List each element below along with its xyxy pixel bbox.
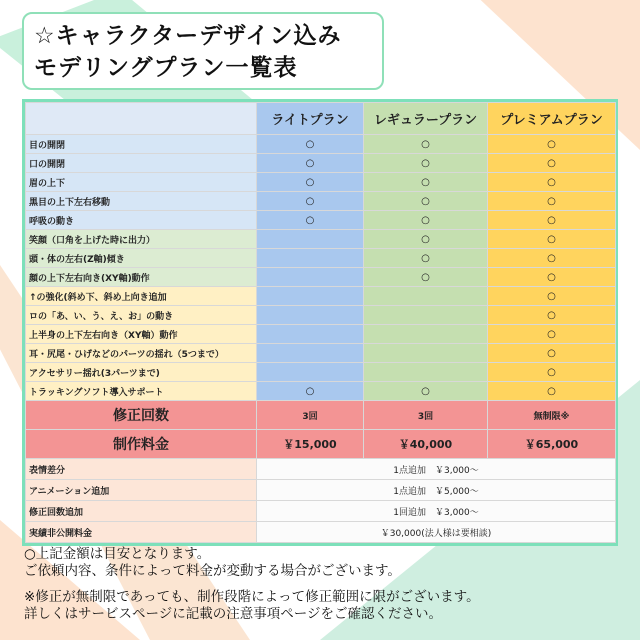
- feature-label: 顔の上下左右向き(XY軸)動作: [26, 268, 257, 287]
- option-label: 実績非公開料金: [26, 522, 257, 543]
- feature-label: 口の開閉: [26, 154, 257, 173]
- regular-mark: ○: [364, 211, 488, 230]
- table-row: [26, 363, 616, 382]
- table-row: [26, 154, 616, 173]
- feature-label: 笑顔（口角を上げた時に出力）: [26, 230, 257, 249]
- premium-mark: ○: [488, 287, 616, 306]
- option-label: 修正回数追加: [26, 501, 257, 522]
- revisions-row: [26, 401, 616, 430]
- option-value: ￥30,000(法人様は要相談): [257, 522, 616, 543]
- option-value: 1回追加 ￥3,000～: [257, 501, 616, 522]
- option-row: [26, 501, 616, 522]
- note-1: ○上記金額は目安となります。: [24, 546, 211, 562]
- lite-mark: ○: [257, 211, 364, 230]
- lite-mark: [257, 230, 364, 249]
- feature-label: 眉の上下: [26, 173, 257, 192]
- feature-label: ↑の強化(斜め下、斜め上向き追加: [26, 287, 257, 306]
- table-row: [26, 211, 616, 230]
- premium-mark: ○: [488, 306, 616, 325]
- revisions-lite: 3回: [257, 401, 364, 430]
- regular-mark: ○: [364, 135, 488, 154]
- regular-mark: ○: [364, 382, 488, 401]
- revisions-regular: 3回: [364, 401, 488, 430]
- regular-mark: [364, 363, 488, 382]
- feature-label: 黒目の上下左右移動: [26, 192, 257, 211]
- lite-mark: [257, 287, 364, 306]
- regular-mark: ○: [364, 268, 488, 287]
- feature-label: 頭・体の左右(Z軸)傾き: [26, 249, 257, 268]
- feature-label: 耳・尻尾・ひげなどのパーツの揺れ（5つまで）: [26, 344, 257, 363]
- header-premium-plan: プレミアムプラン: [488, 103, 616, 135]
- table-row: [26, 135, 616, 154]
- option-value: 1点追加 ￥3,000～: [257, 459, 616, 480]
- lite-mark: ○: [257, 382, 364, 401]
- regular-mark: ○: [364, 173, 488, 192]
- option-value: 1点追加 ￥5,000～: [257, 480, 616, 501]
- table-row: [26, 382, 616, 401]
- premium-mark: ○: [488, 211, 616, 230]
- table-row: [26, 249, 616, 268]
- table-row: [26, 268, 616, 287]
- feature-label: 呼吸の動き: [26, 211, 257, 230]
- header-corner: [26, 103, 257, 135]
- premium-mark: ○: [488, 382, 616, 401]
- note-2: ご依頼内容、条件によって料金が変動する場合がございます。: [24, 563, 401, 579]
- feature-label: トラッキングソフト導入サポート: [26, 382, 257, 401]
- table-row: [26, 287, 616, 306]
- table-row: [26, 306, 616, 325]
- premium-mark: ○: [488, 268, 616, 287]
- lite-mark: [257, 344, 364, 363]
- table-row: [26, 173, 616, 192]
- revisions-label: 修正回数: [26, 401, 257, 430]
- option-row: [26, 522, 616, 543]
- price-row: [26, 430, 616, 459]
- table-row: [26, 325, 616, 344]
- regular-mark: ○: [364, 154, 488, 173]
- plan-table: [22, 99, 618, 546]
- price-label: 制作料金: [26, 430, 257, 459]
- lite-mark: ○: [257, 135, 364, 154]
- premium-mark: ○: [488, 173, 616, 192]
- option-row: [26, 459, 616, 480]
- header-lite-plan: ライトプラン: [257, 103, 364, 135]
- price-regular: ￥40,000: [364, 430, 488, 459]
- feature-label: 目の開閉: [26, 135, 257, 154]
- feature-label: ロの「あ、い、う、え、お」の動き: [26, 306, 257, 325]
- revisions-premium: 無制限※: [488, 401, 616, 430]
- premium-mark: ○: [488, 325, 616, 344]
- regular-mark: [364, 344, 488, 363]
- price-premium: ￥65,000: [488, 430, 616, 459]
- table-row: [26, 192, 616, 211]
- premium-mark: ○: [488, 344, 616, 363]
- lite-mark: [257, 249, 364, 268]
- regular-mark: [364, 325, 488, 344]
- regular-mark: ○: [364, 192, 488, 211]
- lite-mark: [257, 306, 364, 325]
- price-lite: ￥15,000: [257, 430, 364, 459]
- lite-mark: [257, 363, 364, 382]
- title-line-1: ☆キャラクターデザイン込み: [34, 23, 342, 49]
- title-box: [22, 12, 384, 90]
- feature-label: アクセサリー揺れ(3パーツまで): [26, 363, 257, 382]
- premium-mark: ○: [488, 135, 616, 154]
- lite-mark: ○: [257, 173, 364, 192]
- regular-mark: [364, 306, 488, 325]
- regular-mark: ○: [364, 249, 488, 268]
- premium-mark: ○: [488, 249, 616, 268]
- table-header-row: [26, 103, 616, 135]
- premium-mark: ○: [488, 230, 616, 249]
- lite-mark: [257, 268, 364, 287]
- option-row: [26, 480, 616, 501]
- premium-mark: ○: [488, 154, 616, 173]
- premium-mark: ○: [488, 363, 616, 382]
- lite-mark: ○: [257, 154, 364, 173]
- regular-mark: [364, 287, 488, 306]
- regular-mark: ○: [364, 230, 488, 249]
- premium-mark: ○: [488, 192, 616, 211]
- header-regular-plan: レギュラープラン: [364, 103, 488, 135]
- title-line-2: モデリングプラン一覧表: [34, 55, 298, 81]
- notes: [24, 546, 624, 623]
- lite-mark: [257, 325, 364, 344]
- note-3: ※修正が無制限であっても、制作段階によって修正範囲に限がございます。: [24, 589, 480, 605]
- table-row: [26, 344, 616, 363]
- table-row: [26, 230, 616, 249]
- lite-mark: ○: [257, 192, 364, 211]
- note-4: 詳しくはサービスページに記載の注意事項ページをご確認ください。: [24, 606, 442, 622]
- option-label: アニメーション追加: [26, 480, 257, 501]
- option-label: 表情差分: [26, 459, 257, 480]
- feature-label: 上半身の上下左右向き（XY軸）動作: [26, 325, 257, 344]
